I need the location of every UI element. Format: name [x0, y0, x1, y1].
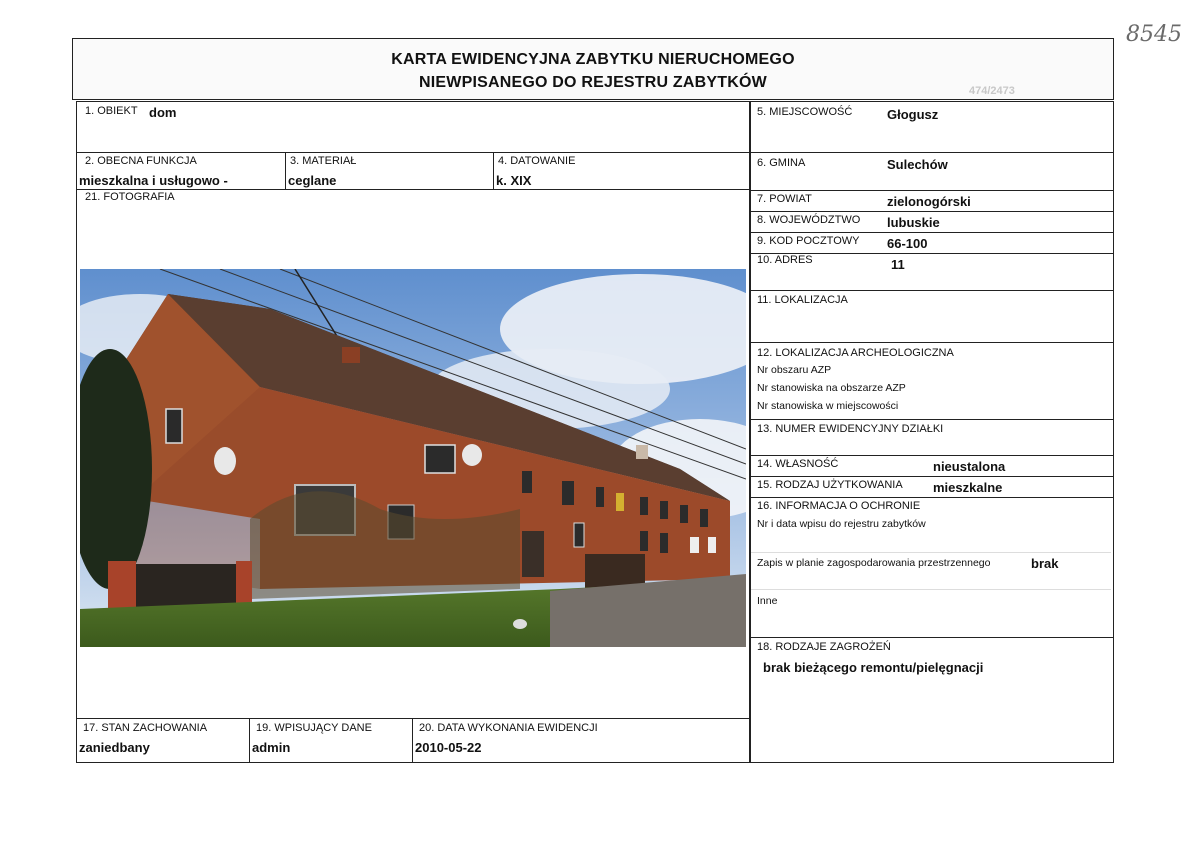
uzytkowanie-value: mieszkalne [933, 480, 1003, 495]
dzialka-label: 13. NUMER EWIDENCYJNY DZIAŁKI [757, 423, 944, 435]
title-line-1: KARTA EWIDENCYJNA ZABYTKU NIERUCHOMEGO [391, 51, 795, 68]
powiat-value: zielonogórski [887, 194, 971, 209]
field-datowanie [493, 152, 750, 190]
field-miejscowosc [750, 101, 1114, 153]
stan-value: zaniedbany [79, 740, 150, 755]
ochrona-inne: Inne [757, 595, 778, 607]
field-funkcja [76, 152, 286, 190]
adres-label: 10. ADRES [757, 254, 813, 266]
wpisujacy-label: 19. WPISUJĄCY DANE [256, 722, 372, 734]
funkcja-value: mieszkalna i usługowo - [79, 173, 228, 188]
field-archeo [750, 342, 1114, 420]
archeo-line-stanowisko-azp: Nr stanowiska na obszarze AZP [757, 382, 906, 394]
wojewodztwo-value: lubuskie [887, 215, 940, 230]
archeo-line-azp: Nr obszaru AZP [757, 364, 832, 376]
title-line-2: NIEWPISANEGO DO REJESTRU ZABYTKÓW [419, 74, 767, 91]
fotografia-label: 21. FOTOGRAFIA [85, 191, 175, 203]
field-adres [750, 253, 1114, 291]
uzytkowanie-label: 15. RODZAJ UŻYTKOWANIA [757, 479, 903, 491]
field-wlasnosc [750, 455, 1114, 477]
wpisujacy-value: admin [252, 740, 291, 755]
archeo-label: 12. LOKALIZACJA ARCHEOLOGICZNA [757, 347, 954, 359]
field-dzialka [750, 419, 1114, 456]
field-zagrozenia [750, 637, 1114, 763]
stan-label: 17. STAN ZACHOWANIA [83, 722, 208, 734]
ochrona-rejestr: Nr i data wpisu do rejestru zabytków [757, 518, 926, 530]
powiat-label: 7. POWIAT [757, 193, 812, 205]
card-title [72, 38, 1114, 100]
zagrozenia-value: brak bieżącego remontu/pielęgnacji [763, 660, 984, 675]
wojewodztwo-label: 8. WOJEWÓDZTWO [757, 214, 861, 226]
ochrona-plan-value: brak [1031, 556, 1059, 571]
field-stan [76, 718, 250, 763]
wlasnosc-label: 14. WŁASNOŚĆ [757, 458, 839, 470]
datowanie-label: 4. DATOWANIE [498, 155, 576, 167]
material-label: 3. MATERIAŁ [290, 155, 357, 167]
kod-value: 66-100 [887, 236, 928, 251]
ochrona-divider-2 [751, 589, 1111, 590]
kod-label: 9. KOD POCZTOWY [757, 235, 860, 247]
ochrona-plan-label: Zapis w planie zagospodarowania przestrzennego [757, 557, 991, 569]
wlasnosc-value: nieustalona [933, 459, 1006, 474]
archeo-line-stanowisko-miejsc: Nr stanowiska w miejscowości [757, 400, 899, 412]
field-ochrona [750, 497, 1114, 638]
field-lokalizacja [750, 290, 1114, 343]
field-data [412, 718, 750, 763]
material-value: ceglane [288, 173, 337, 188]
ochrona-label: 16. INFORMACJA O OCHRONIE [757, 500, 921, 512]
building-photo [80, 269, 746, 647]
field-kod [750, 232, 1114, 254]
data-value: 2010-05-22 [415, 740, 482, 755]
field-material [285, 152, 494, 190]
datowanie-value: k. XIX [496, 173, 532, 188]
field-uzytkowanie [750, 476, 1114, 498]
lokalizacja-label: 11. LOKALIZACJA [757, 294, 848, 306]
handwritten-number: 8545 [1126, 22, 1182, 47]
field-powiat [750, 190, 1114, 212]
adres-value: 11 [891, 257, 905, 272]
obiekt-value: dom [149, 105, 177, 120]
field-wojewodztwo [750, 211, 1114, 233]
field-obiekt [76, 101, 750, 153]
field-gmina [750, 152, 1114, 191]
obiekt-label: 1. OBIEKT [85, 105, 138, 117]
miejscowosc-value: Głogusz [887, 107, 939, 122]
field-wpisujacy [249, 718, 413, 763]
miejscowosc-label: 5. MIEJSCOWOŚĆ [757, 106, 853, 118]
data-label: 20. DATA WYKONANIA EWIDENCJI [419, 722, 598, 734]
funkcja-label: 2. OBECNA FUNKCJA [85, 155, 197, 167]
gmina-value: Sulechów [887, 157, 948, 172]
ochrona-divider-1 [751, 552, 1111, 553]
ghost-number: 474/2473 [969, 85, 1015, 97]
zagrozenia-label: 18. RODZAJE ZAGROŻEŃ [757, 641, 891, 653]
gmina-label: 6. GMINA [757, 157, 806, 169]
